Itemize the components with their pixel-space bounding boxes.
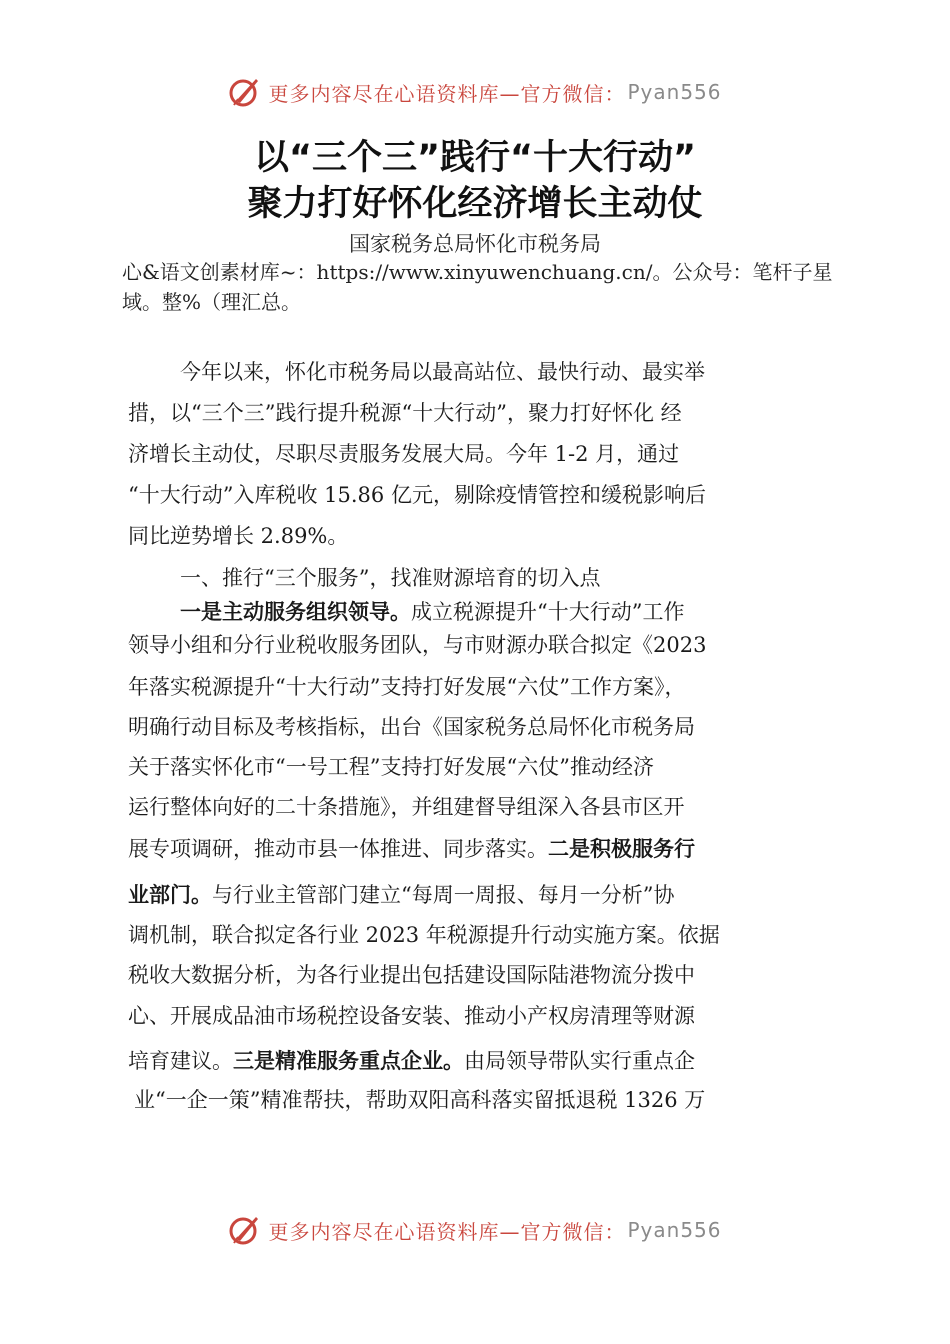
body-line: 明确行动目标及考核指标，出台《国家税务总局怀化市税务局: [128, 715, 695, 739]
body-line: 同比逆势增长 2.89%。: [128, 524, 349, 548]
banner-text: 更多内容尽在心语资料库—官方微信：: [268, 1219, 626, 1244]
body-text: 由局领导带队实行重点企: [464, 1049, 695, 1073]
footer-banner: [0, 1210, 950, 1250]
bold-lead: 业部门。: [128, 883, 212, 907]
body-line: 领导小组和分行业税收服务团队，与市财源办联合拟定《2023: [128, 633, 707, 657]
bold-lead: 三是精准服务重点企业。: [233, 1049, 464, 1073]
body-line: “十大行动”入库税收 15.86 亿元，剔除疫情管控和缓税影响后: [128, 483, 706, 507]
body-line: 调机制，联合拟定各行业 2023 年税源提升行动实施方案。依据: [128, 923, 720, 947]
body-line: 心、开展成品油市场税控设备安装、推动小产权房清理等财源: [128, 1004, 695, 1028]
header-banner: [0, 72, 950, 112]
banner-text: 更多内容尽在心语资料库—官方微信：: [268, 81, 626, 106]
body-line: [128, 875, 674, 915]
body-line: 年落实税源提升“十大行动”支持打好发展“六仗”工作方案》，: [128, 675, 686, 699]
body-line: [128, 1041, 695, 1081]
banner-wechat-id: Pyan556: [627, 80, 722, 104]
bold-lead: 一是主动服务组织领导。: [180, 600, 411, 624]
body-text: 培育建议。: [128, 1049, 233, 1073]
source-note: 心&语文创素材库~：https://www.xinyuwenchuang.cn/。公众号：笔杆子星域。整%（理汇总。: [122, 260, 833, 314]
banner-wechat-id: Pyan556: [627, 1218, 722, 1242]
body-line: [128, 829, 695, 869]
body-line: 运行整体向好的二十条措施》，并组建督导组深入各县市区开: [128, 795, 685, 819]
section-heading: 一、推行“三个服务”，找准财源培育的切入点: [180, 566, 601, 590]
body-line: 税收大数据分析，为各行业提出包括建设国际陆港物流分拨中: [128, 963, 695, 987]
page-title-line1: 以“三个三”践行“十大行动”: [253, 138, 696, 178]
body-line: 关于落实怀化市“一号工程”支持打好发展“六仗”推动经济: [128, 755, 654, 779]
quill-logo-icon: [228, 75, 262, 109]
body-text: 展专项调研，推动市县一体推进、同步落实。: [128, 837, 548, 861]
body-line: 济增长主动仗，尽职尽责服务发展大局。今年 1-2 月，通过: [128, 442, 680, 466]
author-line: 国家税务总局怀化市税务局: [349, 232, 601, 256]
page-title-line2: 聚力打好怀化经济增长主动仗: [247, 184, 703, 224]
bold-lead: 二是积极服务行: [548, 837, 695, 861]
quill-logo-icon: [228, 1213, 262, 1247]
body-line: 今年以来，怀化市税务局以最高站位、最快行动、最实举: [180, 360, 705, 384]
body-text: 成立税源提升“十大行动”工作: [411, 600, 685, 624]
body-text: 与行业主管部门建立“每周一周报、每月一分析”协: [212, 883, 675, 907]
body-line: 业“一企一策”精准帮扶，帮助双阳高科落实留抵退税 1326 万: [134, 1088, 706, 1112]
body-line: 措，以“三个三”践行提升税源“十大行动”，聚力打好怀化 经: [128, 401, 682, 425]
